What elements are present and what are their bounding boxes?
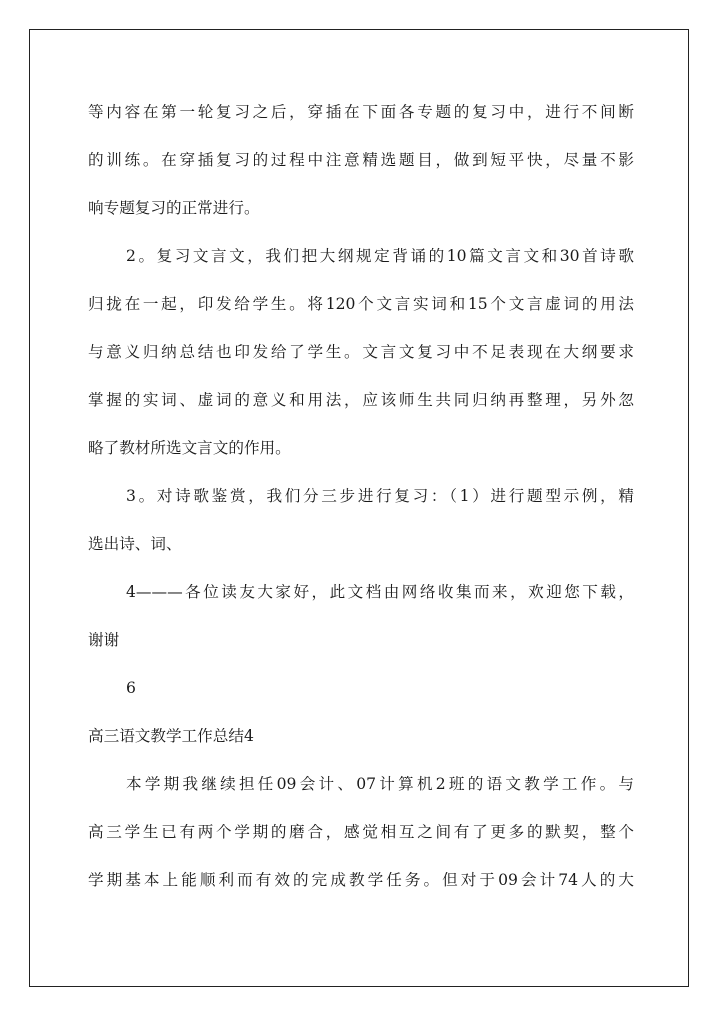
- text-line-11: 4———各位读友大家好，此文档由网络收集而来，欢迎您下载，: [126, 583, 634, 601]
- text-line-4: 2。复习文言文，我们把大纲规定背诵的10篇文言文和30首诗歌: [126, 247, 634, 265]
- text-line-16: 高三学生已有两个学期的磨合，感觉相互之间有了更多的默契，整个: [88, 823, 634, 841]
- page-number: 6: [126, 679, 136, 697]
- text-line-15: 本学期我继续担任09会计、07计算机2班的语文教学工作。与: [126, 775, 634, 793]
- text-line-6: 与意义归纳总结也印发给了学生。文言文复习中不足表现在大纲要求: [88, 343, 634, 361]
- text-line-8: 略了教材所选文言文的作用。: [88, 439, 291, 457]
- text-line-17: 学期基本上能顺利而有效的完成教学任务。但对于09会计74人的大: [88, 871, 634, 889]
- text-line-5: 归拢在一起，印发给学生。将120个文言实词和15个文言虚词的用法: [88, 295, 634, 313]
- text-line-1: 等内容在第一轮复习之后，穿插在下面各专题的复习中，进行不间断: [88, 103, 634, 121]
- document-body: [88, 88, 634, 904]
- text-line-2: 的训练。在穿插复习的过程中注意精选题目，做到短平快，尽量不影: [88, 151, 634, 169]
- text-line-9: 3。对诗歌鉴赏，我们分三步进行复习：（1）进行题型示例，精: [126, 487, 634, 505]
- text-line-3: 响专题复习的正常进行。: [88, 199, 260, 217]
- section-heading: 高三语文教学工作总结4: [88, 727, 254, 745]
- text-line-10: 选出诗、词、: [88, 535, 182, 553]
- text-line-7: 掌握的实词、虚词的意义和用法，应该师生共同归纳再整理，另外忽: [88, 391, 634, 409]
- text-line-12: 谢谢: [88, 631, 120, 649]
